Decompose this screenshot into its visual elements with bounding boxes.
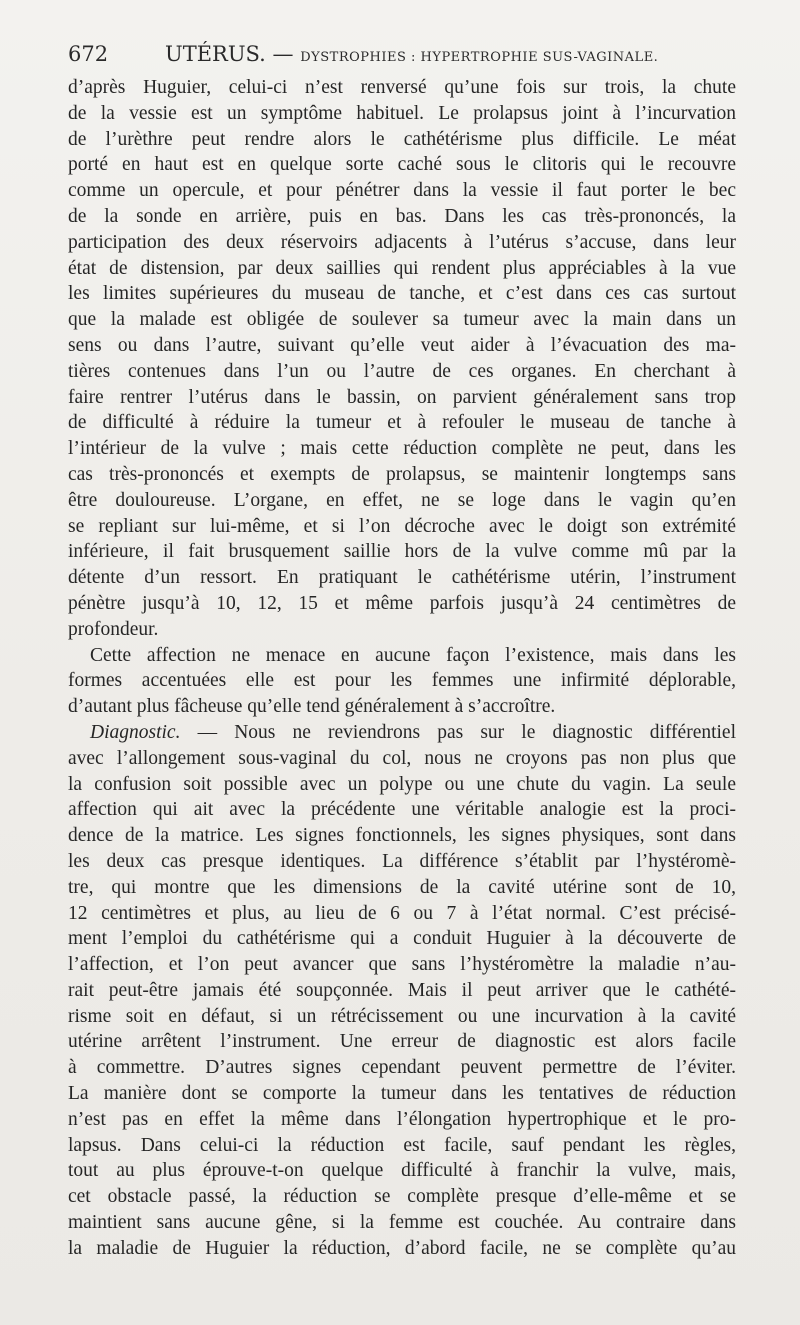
- text-line: pénètre jusqu’à 10, 12, 15 et même parfois jusqu’à 24 centimètres de: [68, 592, 736, 614]
- text-line: formes accentuées elle est pour les femmes une infirmité déplorable,: [68, 670, 736, 692]
- diagnostic-heading-line: [68, 720, 736, 746]
- text-line: La manière dont se comporte la tumeur dans les tentatives de réduction: [68, 1083, 736, 1105]
- text-line: de l’urèthre peut rendre alors le cathétérisme plus difficile. Le méat: [68, 128, 736, 150]
- lead-dash: —: [180, 721, 235, 743]
- text-line: être douloureuse. L’organe, en effet, ne se loge dans le vagin qu’en: [68, 489, 736, 511]
- text-fragment: Nous ne reviendrons pas sur le diagnostic différentiel: [234, 721, 736, 743]
- page-header: [68, 40, 736, 70]
- text-line: utérine arrêtent l’instrument. Une erreur de diagnostic est alors facile: [68, 1031, 736, 1053]
- text-line: dence de la matrice. Les signes fonctionnels, les signes physiques, sont dans: [68, 825, 736, 847]
- body-text: [68, 75, 736, 1262]
- text-line: faire rentrer l’utérus dans le bassin, on parvient généralement sans trop: [68, 386, 736, 408]
- text-line: n’est pas en effet la même dans l’élongation hypertrophique et le pro-: [68, 1108, 736, 1130]
- text-line: profondeur.: [68, 618, 159, 640]
- text-line: inférieure, il fait brusquement saillie hors de la vulve comme mû par la: [68, 541, 736, 563]
- text-line: participation des deux réservoirs adjacents à l’utérus s’accuse, dans leur: [68, 231, 736, 253]
- text-line: que la malade est obligée de soulever sa tumeur avec la main dans un: [68, 309, 736, 331]
- section-title: DYSTROPHIES : HYPERTROPHIE SUS-VAGINALE.: [300, 50, 659, 65]
- text-line: de la vessie est un symptôme habituel. Le prolapsus joint à l’incurvation: [68, 102, 736, 124]
- page-number: 672: [68, 42, 109, 66]
- text-line: porté en haut est en quelque sorte caché sous le clitoris qui le recouvre: [68, 154, 736, 176]
- text-line: les limites supérieures du museau de tanche, et c’est dans ces cas surtout: [68, 283, 736, 305]
- text-line: comme un opercule, et pour pénétrer dans la vessie il faut porter le bec: [68, 180, 736, 202]
- text-line: avec l’allongement sous-vaginal du col, nous ne croyons pas non plus que: [68, 747, 736, 769]
- header-dash: —: [272, 42, 294, 66]
- chapter-title: UTÉRUS.: [165, 42, 266, 66]
- text-line: l’affection, et l’on peut avancer que sans l’hystéromètre la maladie n’au-: [68, 954, 736, 976]
- text-line: la confusion soit possible avec un polype ou une chute du vagin. La seule: [68, 773, 736, 795]
- text-line: maintient sans aucune gêne, si la femme est couchée. Au contraire dans: [68, 1212, 736, 1234]
- text-line: d’autant plus fâcheuse qu’elle tend généralement à s’accroître.: [68, 696, 556, 718]
- section-lead-diagnostic: Diagnostic.: [90, 721, 181, 743]
- text-line: cet obstacle passé, la réduction se complète presque d’elle-même et se: [68, 1186, 736, 1208]
- text-line: 12 centimètres et plus, au lieu de 6 ou 7 à l’état normal. C’est précisé-: [68, 902, 736, 924]
- text-line: de difficulté à réduire la tumeur et à refouler le museau de tanche à: [68, 412, 736, 434]
- text-line: sens ou dans l’autre, suivant qu’elle veut aider à l’évacuation des ma-: [68, 334, 736, 356]
- text-line: à commettre. D’autres signes cependant peuvent permettre de l’éviter.: [68, 1057, 736, 1079]
- text-line: ment l’emploi du cathétérisme qui a conduit Huguier à la découverte de: [68, 928, 736, 950]
- text-line: affection qui ait avec la précédente une véritable analogie est la proci-: [68, 799, 736, 821]
- text-line: lapsus. Dans celui-ci la réduction est facile, sauf pendant les règles,: [68, 1134, 736, 1156]
- text-line: l’intérieur de la vulve ; mais cette réduction complète ne peut, dans les: [68, 438, 736, 460]
- text-line: cas très-prononcés et exempts de prolapsus, se maintenir longtemps sans: [68, 463, 736, 485]
- text-line: risme soit en défaut, si un rétrécissement ou une incurvation à la cavité: [68, 1005, 736, 1027]
- text-line: de la sonde en arrière, puis en bas. Dans les cas très-prononcés, la: [68, 205, 736, 227]
- text-line: tières contenues dans l’un ou l’autre de ces organes. En cherchant à: [68, 360, 736, 382]
- running-head: [165, 42, 658, 66]
- text-line: les deux cas presque identiques. La différence s’établit par l’hystéromè-: [68, 850, 736, 872]
- text-line: détente d’un ressort. En pratiquant le cathétérisme utérin, l’instrument: [68, 567, 736, 589]
- text-line: d’après Huguier, celui-ci n’est renversé qu’une fois sur trois, la chute: [68, 77, 736, 98]
- text-line: état de distension, par deux saillies qui rendent plus appréciables à la vue: [68, 257, 736, 279]
- text-line: tre, qui montre que les dimensions de la cavité utérine sont de 10,: [68, 876, 736, 898]
- text-line: Cette affection ne menace en aucune façon l’existence, mais dans les: [90, 644, 736, 666]
- text-line: la maladie de Huguier la réduction, d’abord facile, ne se complète qu’au: [68, 1237, 736, 1259]
- text-line: se repliant sur lui-même, et si l’on décroche avec le doigt son extrémité: [68, 515, 736, 537]
- text-line: rait peut-être jamais été soupçonnée. Mais il peut arriver que le cathété-: [68, 979, 736, 1001]
- text-line: tout au plus éprouve-t-on quelque difficulté à franchir la vulve, mais,: [68, 1160, 736, 1182]
